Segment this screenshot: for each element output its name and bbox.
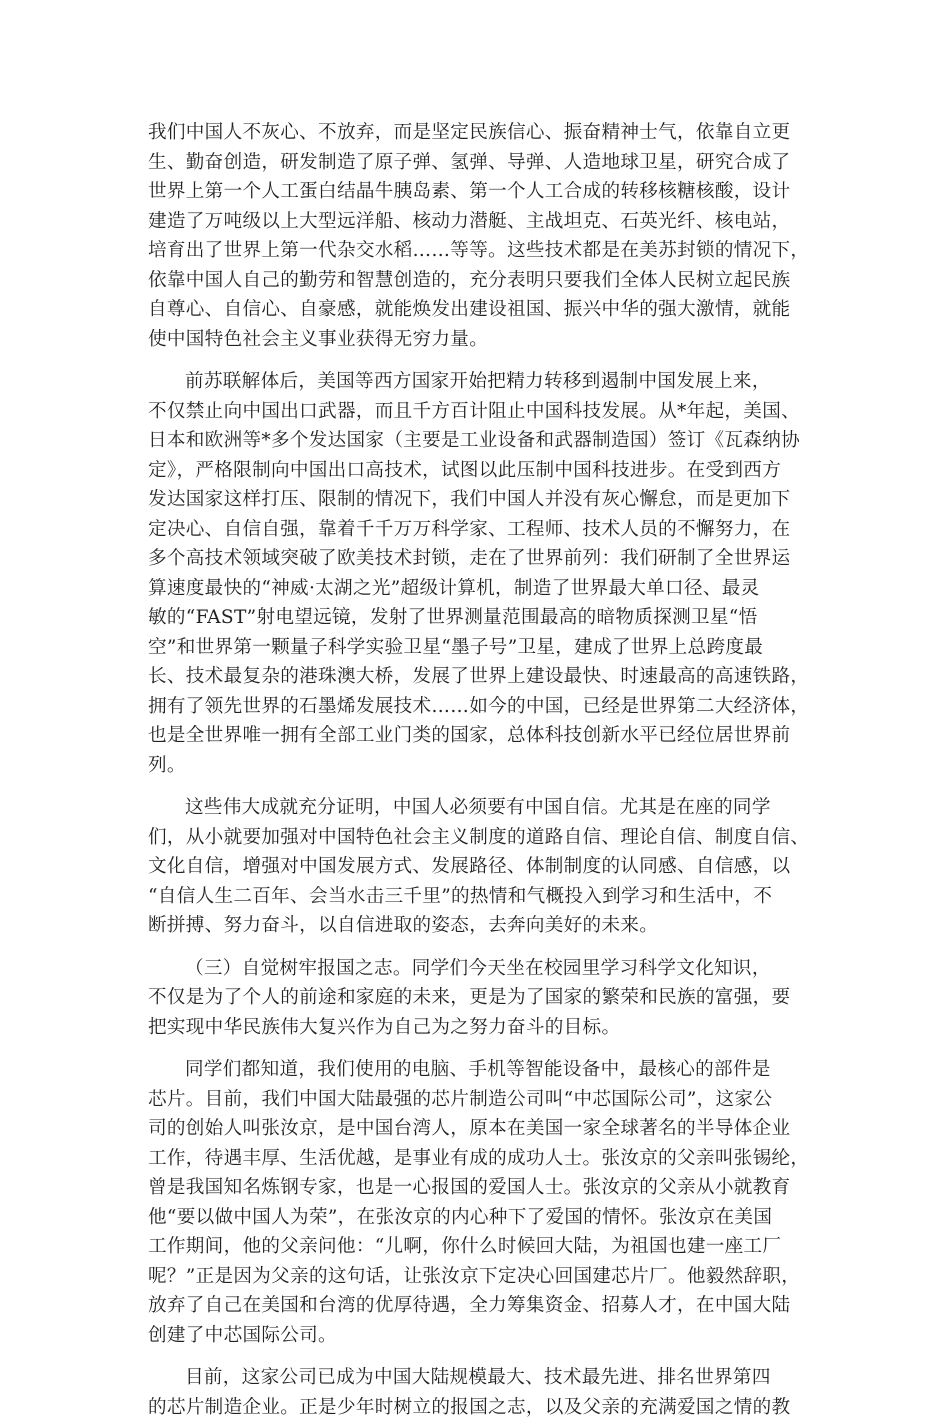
text-line: 不仅是为了个人的前途和家庭的未来，更是为了国家的繁荣和民族的富强，要 (148, 983, 820, 1013)
text-line: （三）自觉树牢报国之志。同学们今天坐在校园里学习科学文化知识， (148, 954, 820, 984)
text-line: 司的创始人叫张汝京，是中国台湾人，原本在美国一家全球著名的半导体企业 (148, 1114, 820, 1144)
text-line: 芯片。目前，我们中国大陆最强的芯片制造公司叫“中芯国际公司”，这家公 (148, 1085, 820, 1115)
paragraph (148, 118, 820, 354)
text-line: 不仅禁止向中国出口武器，而且千方百计阻止中国科技发展。从*年起，美国、 (148, 397, 820, 427)
text-line: 工作期间，他的父亲问他：“儿啊，你什么时候回大陆，为祖国也建一座工厂 (148, 1232, 820, 1262)
text-line: 空”和世界第一颗量子科学实验卫星“墨子号”卫星，建成了世界上总跨度最 (148, 633, 820, 663)
text-line: 把实现中华民族伟大复兴作为自己为之努力奋斗的目标。 (148, 1013, 820, 1043)
paragraph (148, 793, 820, 941)
text-line: 他“要以做中国人为荣”，在张汝京的内心种下了爱国的情怀。张汝京在美国 (148, 1203, 820, 1233)
paragraph (148, 1363, 820, 1422)
text-line: 也是全世界唯一拥有全部工业门类的国家，总体科技创新水平已经位居世界前 (148, 721, 820, 751)
text-line: 工作，待遇丰厚、生活优越，是事业有成的成功人士。张汝京的父亲叫张锡纶， (148, 1144, 820, 1174)
text-line: 使中国特色社会主义事业获得无穷力量。 (148, 325, 820, 355)
document-body (148, 118, 820, 1422)
text-line: 文化自信，增强对中国发展方式、发展路径、体制制度的认同感、自信感，以 (148, 852, 820, 882)
text-line: 依靠中国人自己的勤劳和智慧创造的，充分表明只要我们全体人民树立起民族 (148, 266, 820, 296)
text-line: 自尊心、自信心、自豪感，就能焕发出建设祖国、振兴中华的强大激情，就能 (148, 295, 820, 325)
text-line: 建造了万吨级以上大型远洋船、核动力潜艇、主战坦克、石英光纤、核电站， (148, 207, 820, 237)
text-line: 定决心、自信自强，靠着千千万万科学家、工程师、技术人员的不懈努力，在 (148, 515, 820, 545)
text-line: 培育出了世界上第一代杂交水稻……等等。这些技术都是在美苏封锁的情况下， (148, 236, 820, 266)
paragraph (148, 1055, 820, 1350)
text-line: 的芯片制造企业。正是少年时树立的报国之志，以及父亲的充满爱国之情的教 (148, 1393, 820, 1422)
text-line: “自信人生二百年、会当水击三千里”的热情和气概投入到学习和生活中，不 (148, 882, 820, 912)
text-line: 多个高技术领域突破了欧美技术封锁，走在了世界前列：我们研制了全世界运 (148, 544, 820, 574)
text-line: 曾是我国知名炼钢专家，也是一心报国的爱国人士。张汝京的父亲从小就教育 (148, 1173, 820, 1203)
paragraph (148, 367, 820, 780)
text-line: 断拼搏、努力奋斗，以自信进取的姿态，去奔向美好的未来。 (148, 911, 820, 941)
text-line: 发达国家这样打压、限制的情况下，我们中国人并没有灰心懈怠，而是更加下 (148, 485, 820, 515)
text-line: 算速度最快的“神威·太湖之光”超级计算机，制造了世界最大单口径、最灵 (148, 574, 820, 604)
text-line: 拥有了领先世界的石墨烯发展技术……如今的中国，已经是世界第二大经济体， (148, 692, 820, 722)
text-line: 创建了中芯国际公司。 (148, 1321, 820, 1351)
text-line: 敏的“FAST”射电望远镜，发射了世界测量范围最高的暗物质探测卫星“悟 (148, 603, 820, 633)
text-line: 放弃了自己在美国和台湾的优厚待遇，全力筹集资金、招募人才，在中国大陆 (148, 1291, 820, 1321)
text-line: 呢？”正是因为父亲的这句话，让张汝京下定决心回国建芯片厂。他毅然辞职， (148, 1262, 820, 1292)
text-line: 我们中国人不灰心、不放弃，而是坚定民族信心、振奋精神士气，依靠自立更 (148, 118, 820, 148)
text-line: 这些伟大成就充分证明，中国人必须要有中国自信。尤其是在座的同学 (148, 793, 820, 823)
text-line: 世界上第一个人工蛋白结晶牛胰岛素、第一个人工合成的转移核糖核酸，设计 (148, 177, 820, 207)
text-line: 前苏联解体后，美国等西方国家开始把精力转移到遏制中国发展上来， (148, 367, 820, 397)
paragraph (148, 954, 820, 1043)
text-line: 目前，这家公司已成为中国大陆规模最大、技术最先进、排名世界第四 (148, 1363, 820, 1393)
text-line: 日本和欧洲等*多个发达国家（主要是工业设备和武器制造国）签订《瓦森纳协 (148, 426, 820, 456)
text-line: 定》，严格限制向中国出口高技术，试图以此压制中国科技进步。在受到西方 (148, 456, 820, 486)
text-line: 长、技术最复杂的港珠澳大桥，发展了世界上建设最快、时速最高的高速铁路， (148, 662, 820, 692)
text-line: 们，从小就要加强对中国特色社会主义制度的道路自信、理论自信、制度自信、 (148, 823, 820, 853)
text-line: 生、勤奋创造，研发制造了原子弹、氢弹、导弹、人造地球卫星，研究合成了 (148, 148, 820, 178)
text-line: 列。 (148, 751, 820, 781)
text-line: 同学们都知道，我们使用的电脑、手机等智能设备中，最核心的部件是 (148, 1055, 820, 1085)
